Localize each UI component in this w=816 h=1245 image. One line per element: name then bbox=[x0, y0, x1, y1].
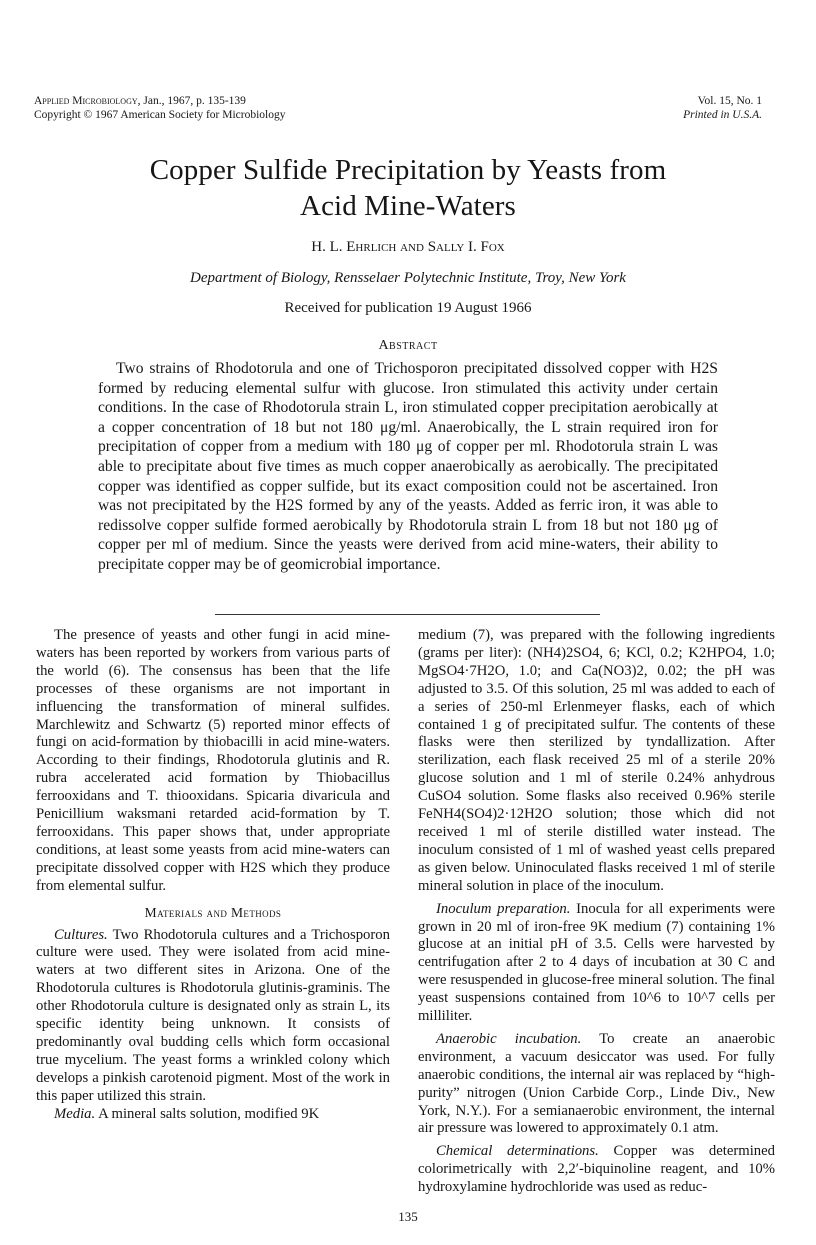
author-2: Sally I. Fox bbox=[427, 239, 505, 255]
media-label: Media. bbox=[54, 1105, 96, 1122]
anaerobic-label: Anaerobic incubation. bbox=[436, 1030, 582, 1047]
media-paragraph-continued: medium (7), was prepared with the following ingredients (grams per liter): (NH4)2SO4, 6; KCl, 0.2; K2HPO4, 1.0; MgSO4·7H2O, 1.0; and Ca(NO3)2, 0.02; the pH was adjusted to 3.5. Of this solution, 25 ml was added to each of a series of 250-ml Erlenmeyer flasks, each of which contained 1 g of precipitated sulfur. The contents of these flasks were then sterilized by tyndallization. After sterilization, each flask received 25 ml of a sterile 20% glucose solution and 1 ml of sterile 0.24% anhydrous CuSO4 solution. Some flasks also received 0.96% sterile FeNH4(SO4)2·12H2O solution; those which did not received 1 ml of sterile distilled water instead. The inoculum consisted of 1 ml of washed yeast cells prepared as given below. Uninoculated flasks received 1 ml of sterile mineral solution in place of the inoculum. bbox=[418, 627, 775, 894]
affiliation: Department of Biology, Rensselaer Polytechnic Institute, Troy, New York bbox=[190, 270, 626, 286]
author-and: and bbox=[400, 239, 424, 255]
body-column-right bbox=[418, 627, 775, 1197]
copyright-line: Copyright © 1967 American Society for Microbiology bbox=[34, 109, 286, 121]
cultures-label: Cultures. bbox=[54, 926, 108, 943]
journal-citation: Applied Microbiology, Jan., 1967, p. 135-139 bbox=[34, 95, 246, 107]
intro-paragraph: The presence of yeasts and other fungi in acid mine-waters has been reported by workers from various parts of the world (6). The consensus has been that the life processes of these organisms are not important in influencing the transformation of mineral sulfides. Marchlewitz and Schwartz (5) reported minor effects of fungi on acid-formation by thiobacilli in acid mine-waters. According to their findings, Rhodotorula glutinis and R. rubra accelerated acid formation by Thiobacillus ferrooxidans and T. thiooxidans. Spicaria divaricula and Penicillium waksmani retarded acid-formation by T. ferrooxidans. This paper shows that, under appropriate conditions, at least some yeasts from acid mine-waters can precipitate dissolved copper with H2S which they produce from elemental sulfur. bbox=[36, 627, 390, 894]
inoculum-label: Inoculum preparation. bbox=[436, 900, 571, 917]
running-header-right bbox=[683, 94, 762, 122]
section-heading-methods: Materials and Methods bbox=[144, 904, 282, 920]
chemical-paragraph: Chemical determinations. Copper was determined colorimetrically with 2,2′-biquinoline reagent, and 10% hydroxylamine hydrochloride was used as reduc- bbox=[418, 1143, 775, 1196]
media-paragraph-start: Media. A mineral salts solution, modified 9K bbox=[54, 1105, 320, 1122]
received-date: Received for publication 19 August 1966 bbox=[284, 300, 532, 316]
author-1: H. L. Ehrlich bbox=[311, 239, 397, 255]
title-line-1: Copper Sulfide Precipitation by Yeasts from bbox=[149, 154, 667, 186]
inoculum-paragraph: Inoculum preparation. Inocula for all experiments were grown in 20 ml of iron-free 9K medium (7) containing 1% glucose at an initial pH of 3.5. Cells were harvested by centrifugation after 2 to 4 days of incubation at 30 C and were resuspended in glucose-free mineral solution. The final yeast suspensions contained from 10^6 to 10^7 cells per milliliter. bbox=[418, 900, 776, 1025]
volume-issue: Vol. 15, No. 1 bbox=[697, 95, 762, 107]
authors bbox=[40, 239, 776, 256]
title-line-2: Acid Mine-Waters bbox=[300, 190, 516, 222]
printed-in: Printed in U.S.A. bbox=[683, 109, 762, 121]
divider bbox=[215, 614, 600, 615]
page-number: 135 bbox=[398, 1209, 418, 1224]
abstract-heading: Abstract bbox=[378, 338, 438, 353]
cultures-paragraph: Cultures. Two Rhodotorula cultures and a Trichosporon culture were used. They were isolated from acid mine-waters at two different sites in Arizona. One of the Rhodotorula cultures is Rhodotorula glutinis-graminis. The other Rhodotorula culture is designated only as strain L, its specific identity being unknown. It consists of predominantly oval budding cells which form occasional true mycelium. The yeast forms a wrinkled colony which develops a pinkish carotenoid pigment. Most of the work in this paper utilized this strain. bbox=[36, 926, 390, 1104]
abstract-text: Two strains of Rhodotorula and one of Trichosporon precipitated dissolved copper with H2S formed by reducing elemental sulfur with glucose. Iron stimulated this activity under certain conditions. In the case of Rhodotorula strain L, iron stimulated copper precipitation aerobically at a copper concentration of 18 but not 180 μg/ml. Anaerobically, the L strain required iron for precipitation of copper from a medium with 180 μg of copper per ml. Rhodotorula strain L was able to precipitate about five times as much copper anaerobically as aerobically. The precipitated copper was identified as copper sulfide, but its exact composition could not be ascertained. Iron was not precipitated by the H2S formed by any of the yeasts. Added as ferric iron, it was able to redissolve copper sulfide formed aerobically by Rhodotorula strain L from 18 but not 180 μg of copper per ml of medium. Since the yeasts were derived from acid mine-waters, their ability to precipitate copper may be of geomicrobial importance. bbox=[98, 360, 718, 573]
chemical-label: Chemical determinations. bbox=[436, 1143, 599, 1160]
body-column-left bbox=[36, 627, 390, 1123]
running-header-left bbox=[34, 94, 285, 122]
anaerobic-paragraph: Anaerobic incubation. To create an anaerobic environment, a vacuum desiccator was used. For fully anaerobic conditions, the internal air was replaced by “high-purity” nitrogen (Union Carbide Corp., Linde Div., New York, N.Y.). For a semianaerobic environment, the internal air pressure was lowered to approximately 0.1 atm. bbox=[418, 1030, 775, 1137]
article-title bbox=[40, 152, 776, 224]
